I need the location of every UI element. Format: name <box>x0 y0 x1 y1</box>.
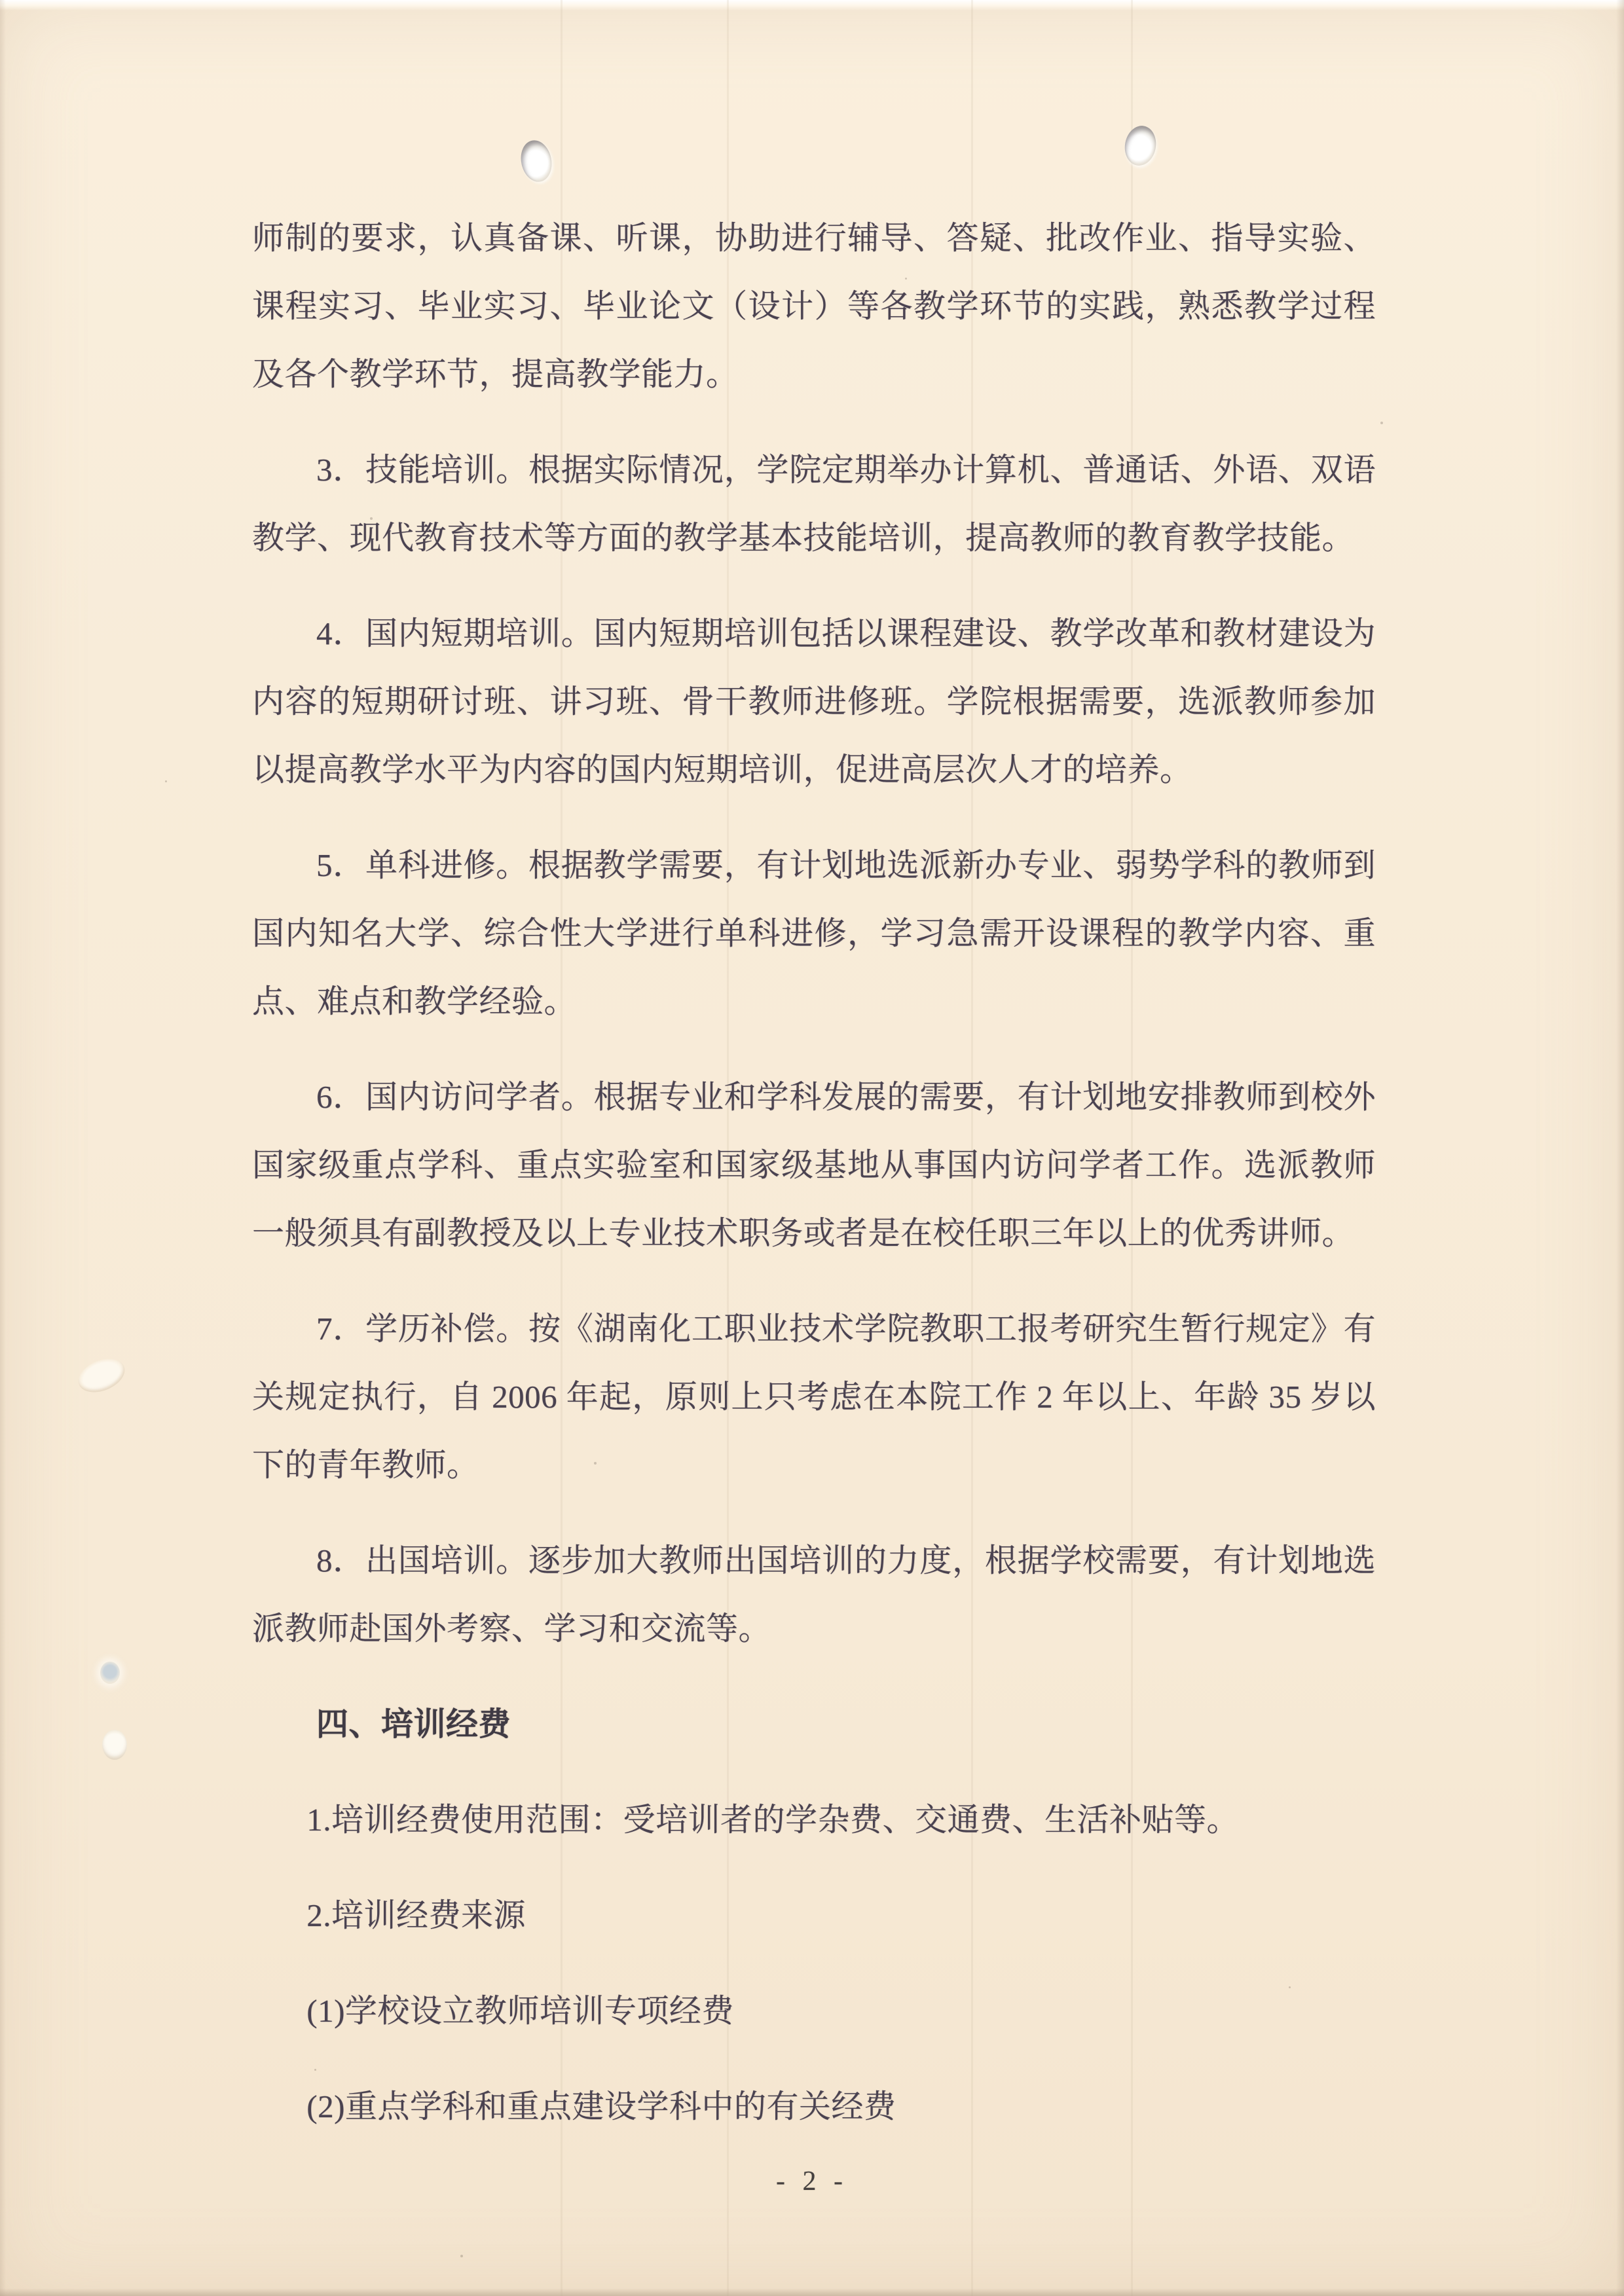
scan-edge-top <box>0 0 1624 10</box>
paragraph: (1)学校设立教师培训专项经费 <box>306 1993 734 2029</box>
punch-hole-right <box>1122 123 1159 168</box>
scan-edge-left <box>0 0 6 2296</box>
paragraph: 师制的要求，认真备课、听课，协助进行辅导、答疑、批改作业、指导实验、课程实习、毕业实习、毕业论文（设计）等各教学环节的实践，熟悉教学过程及各个教学环节，提高教学能力。 <box>252 220 1376 392</box>
paragraph: 2.培训经费来源 <box>306 1897 526 1933</box>
section-heading: 四、培训经费 <box>316 1707 511 1742</box>
punch-hole-left <box>517 137 555 185</box>
paragraph: 8．出国培训。逐步加大教师出国培训的力度，根据学校需要，有计划地选派教师赴国外考察、学习和交流等。 <box>252 1542 1376 1647</box>
dust-speck <box>1380 422 1383 424</box>
scan-edge-right <box>1616 0 1624 2296</box>
paragraph: 7．学历补偿。按《湖南化工职业技术学院教职工报考研究生暂行规定》有关规定执行，自 2006 年起，原则上只考虑在本院工作 2 年以上、年龄 35 岁以下的青年教师。 <box>252 1311 1376 1483</box>
paragraph: 3．技能培训。根据实际情况，学院定期举办计算机、普通话、外语、双语教学、现代教育技术等方面的教学基本技能培训，提高教师的教育教学技能。 <box>252 452 1376 556</box>
document-body <box>252 204 1376 2168</box>
paragraph: 5．单科进修。根据教学需要，有计划地选派新办专业、弱势学科的教师到国内知名大学、综合性大学进行单科进修，学习急需开设课程的教学内容、重点、难点和教学经验。 <box>252 847 1376 1019</box>
dust-speck <box>460 2255 463 2257</box>
staple-hole-mark <box>100 1662 120 1684</box>
paper-scratch-mark <box>73 1353 130 1398</box>
scan-edge-bottom <box>0 2288 1624 2296</box>
paragraph: (2)重点学科和重点建设学科中的有关经费 <box>306 2088 896 2124</box>
page-number: - 2 - <box>776 2166 848 2196</box>
staple-hole-mark <box>102 1730 127 1760</box>
paragraph: 1.培训经费使用范围：受培训者的学杂费、交通费、生活补贴等。 <box>306 1802 1240 1838</box>
paragraph: 4．国内短期培训。国内短期培训包括以课程建设、教学改革和教材建设为内容的短期研讨班、讲习班、骨干教师进修班。学院根据需要，选派教师参加以提高教学水平为内容的国内短期培训，促进高层次人才的培养。 <box>252 615 1376 788</box>
dust-speck <box>165 780 167 782</box>
paragraph: 6．国内访问学者。根据专业和学科发展的需要，有计划地安排教师到校外国家级重点学科、重点实验室和国家级基地从事国内访问学者工作。选派教师一般须具有副教授及以上专业技术职务或者是在校任职三年以上的优秀讲师。 <box>252 1079 1376 1251</box>
